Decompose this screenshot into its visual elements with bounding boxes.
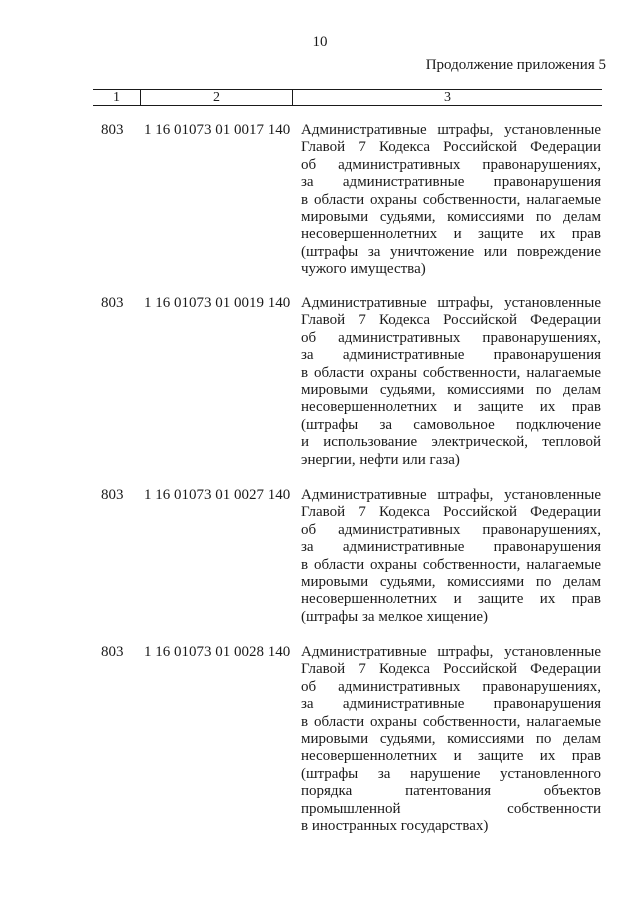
description-line: Административные штрафы, установленные (301, 644, 601, 660)
description (301, 644, 601, 835)
description-line: об административных правонарушениях, (301, 329, 601, 346)
kbk-code: 1 16 01073 01 0019 140 (144, 295, 291, 311)
kbk-code: 1 16 01073 01 0027 140 (144, 487, 291, 503)
description-line: Главой 7 Кодекса Российской Федерации (301, 661, 601, 678)
description-line: мировыми судьями, комиссиями по делам (301, 730, 601, 747)
description-line: за административные правонарушения (301, 174, 601, 191)
description-line: энергии, нефти или газа) (301, 451, 460, 468)
description-line: Главой 7 Кодекса Российской Федерации (301, 139, 601, 156)
description-line: мировыми судьями, комиссиями по делам (301, 208, 601, 225)
description-line: (штрафы за самовольное подключение (301, 416, 601, 433)
description-line: за административные правонарушения (301, 696, 601, 713)
kbk-code: 1 16 01073 01 0017 140 (144, 122, 291, 138)
description-line: в области охраны собственности, налагаемые (301, 364, 601, 381)
description-line: чужого имущества) (301, 261, 426, 278)
admin-code: 803 (101, 487, 124, 503)
description-line: (штрафы за мелкое хищение) (301, 608, 489, 625)
admin-code: 803 (101, 295, 124, 311)
description-line: в области охраны собственности, налагаемые (301, 556, 601, 573)
description (301, 122, 601, 279)
description-line: мировыми судьями, комиссиями по делам (301, 573, 601, 590)
description-line: Главой 7 Кодекса Российской Федерации (301, 312, 601, 329)
description-line: (штрафы за уничтожение или повреждение (301, 243, 601, 260)
description-line: Административные штрафы, установленные (301, 122, 601, 138)
description-line: Главой 7 Кодекса Российской Федерации (301, 504, 601, 521)
description-line: промышленной собственности (301, 800, 601, 817)
description-line: в области охраны собственности, налагаемые (301, 713, 601, 730)
admin-code: 803 (101, 122, 124, 138)
description-line: за административные правонарушения (301, 539, 601, 556)
continuation-caption: Продолжение приложения 5 (425, 57, 606, 73)
description-line: несовершеннолетних и защите их прав (301, 226, 601, 243)
header-col-2: 2 (140, 90, 293, 105)
description-line: несовершеннолетних и защите их прав (301, 399, 601, 416)
header-col-3: 3 (444, 90, 451, 105)
description-line: в иностранных государствах) (301, 817, 489, 834)
description-line: об административных правонарушениях, (301, 521, 601, 538)
kbk-code: 1 16 01073 01 0028 140 (144, 644, 291, 660)
description-line: Административные штрафы, установленные (301, 295, 601, 311)
description (301, 295, 601, 469)
header-col-1: 1 (113, 90, 120, 105)
description-line: в области охраны собственности, налагаемые (301, 191, 601, 208)
description-line: об административных правонарушениях, (301, 678, 601, 695)
description-line: об административных правонарушениях, (301, 156, 601, 173)
description-line: несовершеннолетних и защите их прав (301, 748, 601, 765)
description-line: за административные правонарушения (301, 347, 601, 364)
admin-code: 803 (101, 644, 124, 660)
description-line: порядка патентования объектов (301, 783, 601, 800)
description-line: и использование электрической, тепловой (301, 434, 601, 451)
description-line: Административные штрафы, установленные (301, 487, 601, 503)
description-line: (штрафы за нарушение установленного (301, 765, 601, 782)
description-line: несовершеннолетних и защите их прав (301, 591, 601, 608)
description (301, 487, 601, 626)
table-header (93, 89, 602, 106)
page-number: 10 (312, 34, 328, 50)
description-line: мировыми судьями, комиссиями по делам (301, 381, 601, 398)
